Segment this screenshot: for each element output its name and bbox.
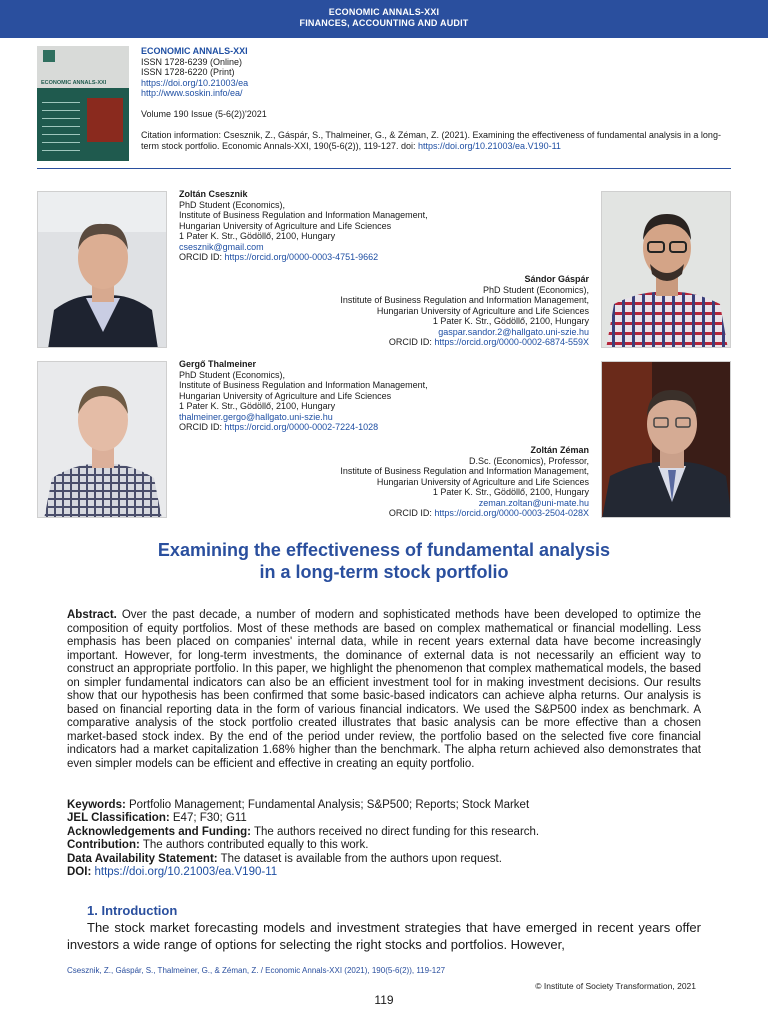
author-university: Hungarian University of Agriculture and Life Sciences xyxy=(179,390,392,401)
keywords-text: Portfolio Management; Fundamental Analysis; S&P500; Reports; Stock Market xyxy=(129,799,530,811)
author-institute: Institute of Business Regulation and Information Management, xyxy=(340,295,589,305)
introduction-paragraph: The stock market forecasting models and investment strategies that have emerged in recent years offer investors a wide range of options for selecting the right stocks and portfolios. However, xyxy=(67,920,701,952)
author-email-link[interactable]: csesznik@gmail.com xyxy=(179,241,264,252)
article-doi-link[interactable]: https://doi.org/10.21003/ea.V190-11 xyxy=(94,866,278,878)
article-title-line-1: Examining the effectiveness of fundamental analysis xyxy=(157,540,611,560)
author-university: Hungarian University of Agriculture and Life Sciences xyxy=(376,305,589,316)
author-email-link[interactable]: zeman.zoltan@uni-mate.hu xyxy=(478,497,589,508)
article-title-line-2: in a long-term stock portfolio xyxy=(259,562,509,582)
orcid-label: ORCID ID: xyxy=(179,252,223,262)
journal-site-link[interactable]: http://www.soskin.info/ea/ xyxy=(141,88,243,98)
author-photo-csesznik xyxy=(37,191,167,348)
acknowledgements-text: The authors received no direct funding for this research. xyxy=(254,826,540,838)
author-block-gaspar xyxy=(340,274,589,348)
data-availability-line xyxy=(67,853,701,867)
orcid-label: ORCID ID: xyxy=(179,422,223,432)
journal-info xyxy=(141,46,267,119)
author-address: 1 Pater K. Str., Gödöllő, 2100, Hungary xyxy=(432,316,589,326)
issn-print: ISSN 1728-6220 (Print) xyxy=(141,67,235,77)
contribution-line xyxy=(67,839,701,853)
volume-info: Volume 190 Issue (5-6(2))'2021 xyxy=(141,108,267,119)
keywords-line xyxy=(67,799,701,813)
journal-logo-icon xyxy=(43,50,55,62)
jel-label: JEL Classification: xyxy=(67,812,170,824)
author-block-csesznik xyxy=(179,189,428,263)
author-institute: Institute of Business Regulation and Information Management, xyxy=(179,210,428,220)
author-institute: Institute of Business Regulation and Information Management, xyxy=(340,466,589,476)
author-position: PhD Student (Economics), xyxy=(179,369,286,380)
author-email-link[interactable]: thalmeiner.gergo@hallgato.uni-szie.hu xyxy=(179,411,333,422)
section-heading-introduction: 1. Introduction xyxy=(87,903,178,918)
doi-label: DOI: xyxy=(67,866,92,878)
journal-name: ECONOMIC ANNALS-XXI xyxy=(141,46,248,56)
header-divider xyxy=(37,168,731,169)
keywords-label: Keywords: xyxy=(67,799,126,811)
author-name: Zoltán Csesznik xyxy=(179,189,248,199)
doi-line xyxy=(67,866,701,880)
abstract-text: Over the past decade, a number of modern and sophisticated methods have been developed to optimize the composition of equity portfolios. Most of these methods are based on complex mathematical or financial modelling. Less emphasis has been placed on companies' internal data, while in recent years external data have become increasingly important. However, for long-term investments, the dominance of external data is not necessarily an efficient way to construct an appropriate portfolio. In this paper, we highlight the phenomenon that complex mathematical models, the based on simpler fundamental indicators can also be an efficient investment tool for in making investment decisions. Our results show that our hypothesis has been confirmed that some basic-based indicators can achieve alpha returns. Our analysis is based on financial reporting data in the form of various financial indicators. We used the S&P500 index as benchmark. A comparative analysis of the stock portfolio created illustrates that basic analysis can be more effective than a chosen market-based stock index. By the end of the period under review, the portfolio based on the selected five core financial indicators had a market capitalization 1.68% higher than the benchmark. The alpha return achieved also demonstrates that even simpler models can be efficient and effective in creating an equity portfolio. xyxy=(67,609,701,770)
jel-line xyxy=(67,812,701,826)
acknowledgements-label: Acknowledgements and Funding: xyxy=(67,826,252,838)
author-block-zeman xyxy=(340,445,589,519)
author-orcid-link[interactable]: https://orcid.org/0000-0003-2504-028X xyxy=(434,508,589,518)
author-address: 1 Pater K. Str., Gödöllő, 2100, Hungary xyxy=(432,487,589,497)
abstract xyxy=(67,609,701,771)
acknowledgements-line xyxy=(67,826,701,840)
issn-online: ISSN 1728-6239 (Online) xyxy=(141,56,243,67)
footer-citation: Csesznik, Z., Gáspár, S., Thalmeiner, G., & Zéman, Z. / Economic Annals-XXI (2021), 190(5-6(2)), 119-127 xyxy=(67,966,446,975)
page-number: 119 xyxy=(374,993,394,1007)
copyright: © Institute of Society Transformation, 2021 xyxy=(535,981,696,991)
author-email-link[interactable]: gaspar.sandor.2@hallgato.uni-szie.hu xyxy=(438,326,589,337)
author-position: D.Sc. (Economics), Professor, xyxy=(468,455,589,466)
orcid-label: ORCID ID: xyxy=(388,337,432,347)
citation-text: Citation information: Csesznik, Z., Gáspár, S., Thalmeiner, G., & Zéman, Z. (2021). Examining the effectiveness of fundamental analysis in a long-term stock portfolio. Economic Annals-XXI, 190(5-6(2)), 119-127. doi: xyxy=(141,130,721,151)
abstract-label: Abstract. xyxy=(67,609,117,621)
author-name: Gergő Thalmeiner xyxy=(179,359,257,369)
author-university: Hungarian University of Agriculture and Life Sciences xyxy=(179,220,392,231)
journal-header-bar xyxy=(0,0,768,38)
jel-text: E47; F30; G11 xyxy=(172,812,247,824)
cover-title: ECONOMIC ANNALS-XXI xyxy=(41,80,107,86)
author-address: 1 Pater K. Str., Gödöllő, 2100, Hungary xyxy=(179,231,336,241)
author-institute: Institute of Business Regulation and Information Management, xyxy=(179,380,428,390)
journal-doi-link[interactable]: https://doi.org/10.21003/ea xyxy=(141,77,249,88)
citation-doi-link[interactable]: https://doi.org/10.21003/ea.V190-11 xyxy=(417,140,561,151)
author-name: Sándor Gáspár xyxy=(524,274,589,284)
author-photo-zeman xyxy=(601,361,731,518)
author-photo-gaspar xyxy=(601,191,731,348)
author-orcid-link[interactable]: https://orcid.org/0000-0003-4751-9662 xyxy=(224,252,379,262)
contribution-label: Contribution: xyxy=(67,839,140,851)
author-name: Zoltán Zéman xyxy=(530,445,589,455)
author-position: PhD Student (Economics), xyxy=(482,284,589,295)
article-title xyxy=(40,539,728,583)
journal-cover-image xyxy=(37,46,129,161)
data-availability-text: The dataset is available from the authors upon request. xyxy=(220,853,502,865)
data-availability-label: Data Availability Statement: xyxy=(67,853,218,865)
header-section-name: FINANCES, ACCOUNTING AND AUDIT xyxy=(299,18,469,28)
orcid-label: ORCID ID: xyxy=(388,508,432,518)
contribution-text: The authors contributed equally to this work. xyxy=(142,839,369,851)
header-journal-name: ECONOMIC ANNALS-XXI xyxy=(328,7,440,17)
author-orcid-link[interactable]: https://orcid.org/0000-0002-7224-1028 xyxy=(224,422,379,432)
author-photo-thalmeiner xyxy=(37,361,167,518)
author-address: 1 Pater K. Str., Gödöllő, 2100, Hungary xyxy=(179,401,336,411)
author-orcid-link[interactable]: https://orcid.org/0000-0002-6874-559X xyxy=(434,337,589,347)
author-university: Hungarian University of Agriculture and Life Sciences xyxy=(376,476,589,487)
author-block-thalmeiner xyxy=(179,359,428,433)
citation-information xyxy=(141,130,721,151)
author-position: PhD Student (Economics), xyxy=(179,199,286,210)
